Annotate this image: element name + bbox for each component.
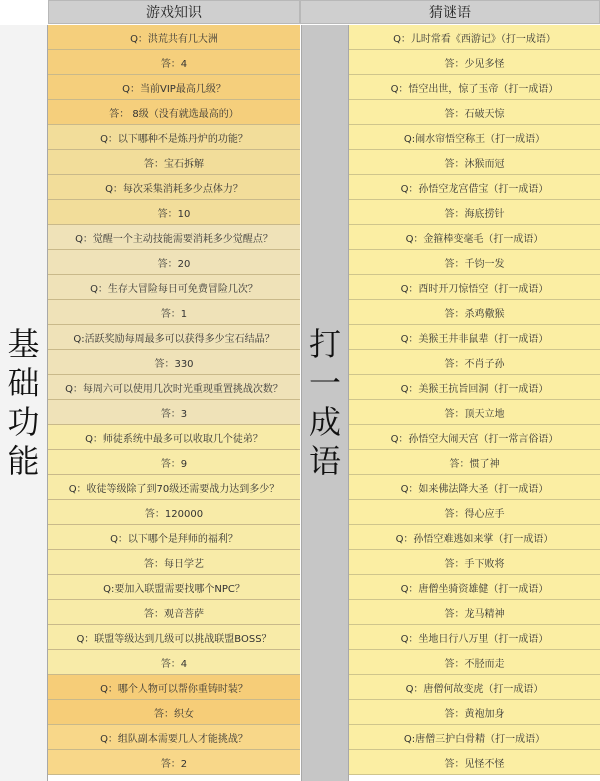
question-row: Q：洪荒共有几大洲 bbox=[48, 25, 300, 50]
question-row: Q：孙悟空龙宫借宝（打一成语） bbox=[349, 175, 600, 200]
header-game-knowledge: 游戏知识 bbox=[48, 0, 300, 24]
answer-row: 答：海底捞针 bbox=[349, 200, 600, 225]
game-knowledge-list bbox=[48, 25, 300, 775]
answer-row: 答：黄袍加身 bbox=[349, 700, 600, 725]
answer-row: 答：得心应手 bbox=[349, 500, 600, 525]
answer-row: 答：杀鸡儆猴 bbox=[349, 300, 600, 325]
answer-row: 答：石破天惊 bbox=[349, 100, 600, 125]
question-row: Q：金箍棒变毫毛（打一成语） bbox=[349, 225, 600, 250]
question-row: Q:唐僧三护白骨精（打一成语） bbox=[349, 725, 600, 750]
riddle-list bbox=[349, 25, 600, 775]
question-row: Q：以下哪种不是炼丹炉的功能？ bbox=[48, 125, 300, 150]
answer-row: 答：观音菩萨 bbox=[48, 600, 300, 625]
question-row: Q：酉时开刀惊悟空（打一成语） bbox=[349, 275, 600, 300]
question-row: Q：当前VIP最高几级？ bbox=[48, 75, 300, 100]
question-row: Q:要加入联盟需要找哪个NPC？ bbox=[48, 575, 300, 600]
question-row: Q：每次采集消耗多少点体力？ bbox=[48, 175, 300, 200]
question-row: Q：生存大冒险每日可免费冒险几次？ bbox=[48, 275, 300, 300]
answer-row: 答：1 bbox=[48, 300, 300, 325]
answer-row: 答：不肖子孙 bbox=[349, 350, 600, 375]
question-row: Q：唐僧坐骑资雄健（打一成语） bbox=[349, 575, 600, 600]
question-row: Q：悟空出世，惊了玉帝（打一成语） bbox=[349, 75, 600, 100]
category-idiom bbox=[301, 25, 349, 781]
answer-row: 答：沐猴而冠 bbox=[349, 150, 600, 175]
question-row: Q：联盟等级达到几级可以挑战联盟BOSS？ bbox=[48, 625, 300, 650]
question-row: Q：孙悟空难逃如来掌（打一成语） bbox=[349, 525, 600, 550]
answer-row: 答：千钧一发 bbox=[349, 250, 600, 275]
question-row: Q：每周六可以使用几次时光重现重置挑战次数？ bbox=[48, 375, 300, 400]
question-row: Q:闹水帘悟空称王（打一成语） bbox=[349, 125, 600, 150]
answer-row: 答：9 bbox=[48, 450, 300, 475]
question-row: Q：哪个人物可以帮你重铸时装？ bbox=[48, 675, 300, 700]
category-char: 打 bbox=[308, 324, 341, 363]
question-row: Q：美猴王井非鼠辈（打一成语） bbox=[349, 325, 600, 350]
answer-row: 答：手下败将 bbox=[349, 550, 600, 575]
answer-row: 答：20 bbox=[48, 250, 300, 275]
category-basic-functions bbox=[0, 25, 48, 781]
answer-row: 答：织女 bbox=[48, 700, 300, 725]
question-row: Q：组队副本需要几人才能挑战？ bbox=[48, 725, 300, 750]
answer-row: 答：3 bbox=[48, 400, 300, 425]
question-row: Q：以下哪个是拜师的福利？ bbox=[48, 525, 300, 550]
question-row: Q：唐僧何故变虎（打一成语） bbox=[349, 675, 600, 700]
question-row: Q：孙悟空大闹天宫（打一常言俗语） bbox=[349, 425, 600, 450]
answer-row: 答：惯了神 bbox=[349, 450, 600, 475]
category-char: 础 bbox=[7, 363, 40, 402]
category-char: 基 bbox=[7, 324, 40, 363]
category-char: 成 bbox=[308, 403, 341, 441]
answer-row: 答：少见多怪 bbox=[349, 50, 600, 75]
question-row: Q：坐地日行八万里（打一成语） bbox=[349, 625, 600, 650]
question-row: Q：觉醒一个主动技能需要消耗多少觉醒点？ bbox=[48, 225, 300, 250]
answer-row: 答：每日学艺 bbox=[48, 550, 300, 575]
category-char: 能 bbox=[7, 442, 40, 481]
header-riddles: 猜谜语 bbox=[300, 0, 600, 24]
answer-row: 答：120000 bbox=[48, 500, 300, 525]
category-char: 功 bbox=[7, 403, 40, 441]
answer-row: 答：4 bbox=[48, 50, 300, 75]
question-row: Q:活跃奖励每周最多可以获得多少宝石结晶？ bbox=[48, 325, 300, 350]
answer-row: 答：见怪不怪 bbox=[349, 750, 600, 775]
category-char: 一 bbox=[308, 363, 341, 402]
question-row: Q：美猴王抗旨回洞（打一成语） bbox=[349, 375, 600, 400]
question-row: Q：师徒系统中最多可以收取几个徒弟？ bbox=[48, 425, 300, 450]
answer-row: 答：330 bbox=[48, 350, 300, 375]
answer-row: 答：2 bbox=[48, 750, 300, 775]
answer-row: 答：龙马精神 bbox=[349, 600, 600, 625]
question-row: Q：如来佛法降大圣（打一成语） bbox=[349, 475, 600, 500]
answer-row: 答： 8级（没有就选最高的） bbox=[48, 100, 300, 125]
answer-row: 答：4 bbox=[48, 650, 300, 675]
answer-row: 答：顶天立地 bbox=[349, 400, 600, 425]
category-char: 语 bbox=[308, 442, 341, 481]
answer-row: 答：10 bbox=[48, 200, 300, 225]
answer-row: 答：宝石拆解 bbox=[48, 150, 300, 175]
question-row: Q：儿时常看《西游记》（打一成语） bbox=[349, 25, 600, 50]
answer-row: 答：不胫而走 bbox=[349, 650, 600, 675]
question-row: Q：收徒等级除了到70级还需要战力达到多少？ bbox=[48, 475, 300, 500]
